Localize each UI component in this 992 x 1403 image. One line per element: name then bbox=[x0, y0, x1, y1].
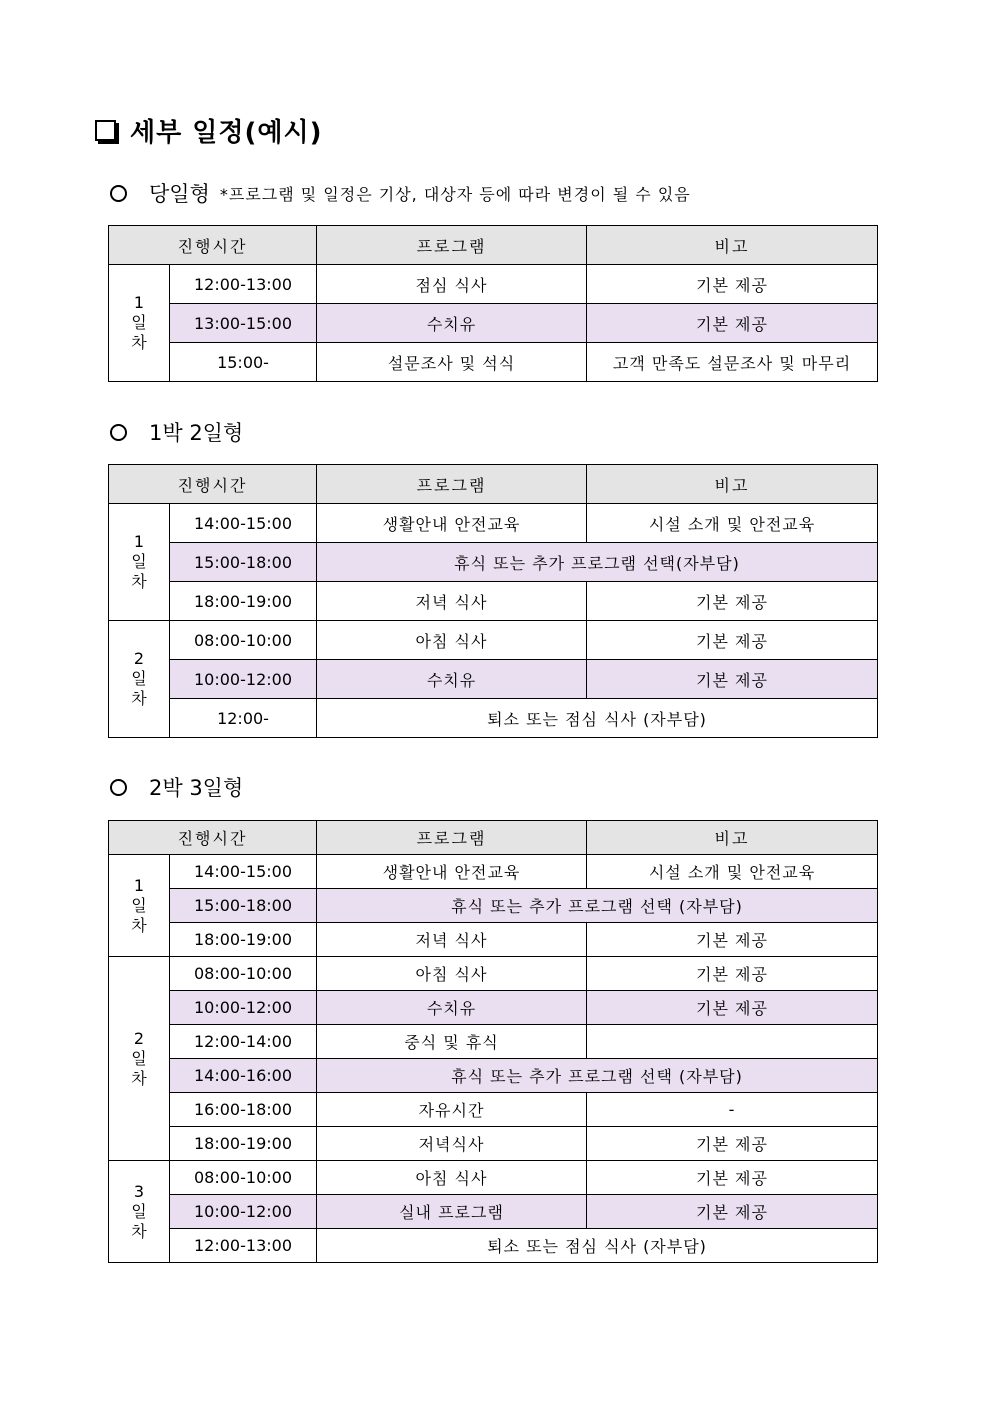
time-cell: 10:00-12:00 bbox=[170, 1195, 317, 1229]
program-cell: 아침 식사 bbox=[317, 957, 587, 991]
program-cell: 점심 식사 bbox=[317, 265, 587, 304]
table-row bbox=[109, 1195, 878, 1229]
header-time: 진행시간 bbox=[109, 465, 317, 504]
schedule-table-1night bbox=[108, 464, 878, 738]
time-cell: 08:00-10:00 bbox=[170, 1161, 317, 1195]
program-cell: 설문조사 및 석식 bbox=[317, 343, 587, 382]
program-cell: 저녁 식사 bbox=[317, 923, 587, 957]
header-program: 프로그램 bbox=[317, 821, 587, 855]
program-cell: 수치유 bbox=[317, 304, 587, 343]
schedule-table-day-trip bbox=[108, 225, 878, 382]
table-row bbox=[109, 1229, 878, 1263]
note-cell: - bbox=[587, 1093, 878, 1127]
section-heading-text: 당일형 bbox=[149, 182, 210, 206]
time-cell: 10:00-12:00 bbox=[170, 660, 317, 699]
note-cell: 기본 제공 bbox=[587, 923, 878, 957]
section-note: *프로그램 및 일정은 기상, 대상자 등에 따라 변경이 될 수 있음 bbox=[219, 184, 691, 204]
table-row bbox=[109, 660, 878, 699]
table-row bbox=[109, 1093, 878, 1127]
note-cell: 기본 제공 bbox=[587, 1161, 878, 1195]
table-row bbox=[109, 582, 878, 621]
note-cell bbox=[587, 1025, 878, 1059]
checkbox-square-icon bbox=[95, 120, 116, 141]
table-row bbox=[109, 889, 878, 923]
program-cell: 실내 프로그램 bbox=[317, 1195, 587, 1229]
note-cell: 기본 제공 bbox=[587, 265, 878, 304]
time-cell: 12:00-13:00 bbox=[170, 265, 317, 304]
table-row bbox=[109, 304, 878, 343]
time-cell: 15:00- bbox=[170, 343, 317, 382]
header-note: 비고 bbox=[587, 226, 878, 265]
time-cell: 15:00-18:00 bbox=[170, 543, 317, 582]
time-cell: 16:00-18:00 bbox=[170, 1093, 317, 1127]
time-cell: 12:00-13:00 bbox=[170, 1229, 317, 1263]
circle-bullet-icon bbox=[110, 779, 127, 796]
table-row bbox=[109, 1059, 878, 1093]
note-cell: 기본 제공 bbox=[587, 991, 878, 1025]
program-cell: 아침 식사 bbox=[317, 1161, 587, 1195]
program-cell: 자유시간 bbox=[317, 1093, 587, 1127]
page-title-text: 세부 일정(예시) bbox=[130, 118, 323, 148]
header-program: 프로그램 bbox=[317, 226, 587, 265]
circle-bullet-icon bbox=[110, 424, 127, 441]
day-label: 1 일 차 bbox=[109, 504, 170, 621]
note-cell: 고객 만족도 설문조사 및 마무리 bbox=[587, 343, 878, 382]
time-cell: 13:00-15:00 bbox=[170, 304, 317, 343]
header-time: 진행시간 bbox=[109, 821, 317, 855]
circle-bullet-icon bbox=[110, 185, 127, 202]
day-label: 3 일 차 bbox=[109, 1161, 170, 1263]
program-cell: 저녁식사 bbox=[317, 1127, 587, 1161]
program-cell: 수치유 bbox=[317, 991, 587, 1025]
table-row bbox=[109, 343, 878, 382]
program-cell: 저녁 식사 bbox=[317, 582, 587, 621]
header-note: 비고 bbox=[587, 821, 878, 855]
note-cell: 기본 제공 bbox=[587, 660, 878, 699]
day-label: 2 일 차 bbox=[109, 621, 170, 738]
time-cell: 14:00-15:00 bbox=[170, 855, 317, 889]
merged-cell: 퇴소 또는 점심 식사 (자부담) bbox=[317, 699, 878, 738]
time-cell: 18:00-19:00 bbox=[170, 1127, 317, 1161]
table-row bbox=[109, 621, 878, 660]
section-heading-1night bbox=[110, 417, 243, 447]
day-label: 1 일 차 bbox=[109, 265, 170, 382]
note-cell: 시설 소개 및 안전교육 bbox=[587, 504, 878, 543]
table-row bbox=[109, 265, 878, 304]
header-time: 진행시간 bbox=[109, 226, 317, 265]
time-cell: 18:00-19:00 bbox=[170, 582, 317, 621]
program-cell: 수치유 bbox=[317, 660, 587, 699]
time-cell: 15:00-18:00 bbox=[170, 889, 317, 923]
table-row bbox=[109, 1127, 878, 1161]
day-label: 1 일 차 bbox=[109, 855, 170, 957]
note-cell: 기본 제공 bbox=[587, 621, 878, 660]
merged-cell: 휴식 또는 추가 프로그램 선택(자부담) bbox=[317, 543, 878, 582]
time-cell: 12:00-14:00 bbox=[170, 1025, 317, 1059]
note-cell: 기본 제공 bbox=[587, 582, 878, 621]
time-cell: 18:00-19:00 bbox=[170, 923, 317, 957]
time-cell: 12:00- bbox=[170, 699, 317, 738]
note-cell: 기본 제공 bbox=[587, 957, 878, 991]
program-cell: 아침 식사 bbox=[317, 621, 587, 660]
section-heading-text: 2박 3일형 bbox=[149, 776, 244, 800]
merged-cell: 휴식 또는 추가 프로그램 선택 (자부담) bbox=[317, 889, 878, 923]
program-cell: 생활안내 안전교육 bbox=[317, 855, 587, 889]
page-title bbox=[95, 112, 323, 149]
day-label: 2 일 차 bbox=[109, 957, 170, 1161]
program-cell: 생활안내 안전교육 bbox=[317, 504, 587, 543]
table-row bbox=[109, 1025, 878, 1059]
note-cell: 기본 제공 bbox=[587, 1127, 878, 1161]
time-cell: 10:00-12:00 bbox=[170, 991, 317, 1025]
table-row bbox=[109, 1161, 878, 1195]
table-row bbox=[109, 923, 878, 957]
table-row bbox=[109, 991, 878, 1025]
table-row bbox=[109, 543, 878, 582]
note-cell: 시설 소개 및 안전교육 bbox=[587, 855, 878, 889]
merged-cell: 휴식 또는 추가 프로그램 선택 (자부담) bbox=[317, 1059, 878, 1093]
table-row bbox=[109, 855, 878, 889]
time-cell: 08:00-10:00 bbox=[170, 957, 317, 991]
program-cell: 중식 및 휴식 bbox=[317, 1025, 587, 1059]
table-row bbox=[109, 504, 878, 543]
section-heading-2night bbox=[110, 772, 243, 802]
merged-cell: 퇴소 또는 점심 식사 (자부담) bbox=[317, 1229, 878, 1263]
table-row bbox=[109, 699, 878, 738]
schedule-table-2night bbox=[108, 820, 878, 1263]
time-cell: 14:00-15:00 bbox=[170, 504, 317, 543]
table-row bbox=[109, 957, 878, 991]
time-cell: 14:00-16:00 bbox=[170, 1059, 317, 1093]
note-cell: 기본 제공 bbox=[587, 304, 878, 343]
header-program: 프로그램 bbox=[317, 465, 587, 504]
note-cell: 기본 제공 bbox=[587, 1195, 878, 1229]
time-cell: 08:00-10:00 bbox=[170, 621, 317, 660]
section-heading-text: 1박 2일형 bbox=[149, 421, 244, 445]
section-heading-day-trip bbox=[110, 178, 691, 208]
header-note: 비고 bbox=[587, 465, 878, 504]
